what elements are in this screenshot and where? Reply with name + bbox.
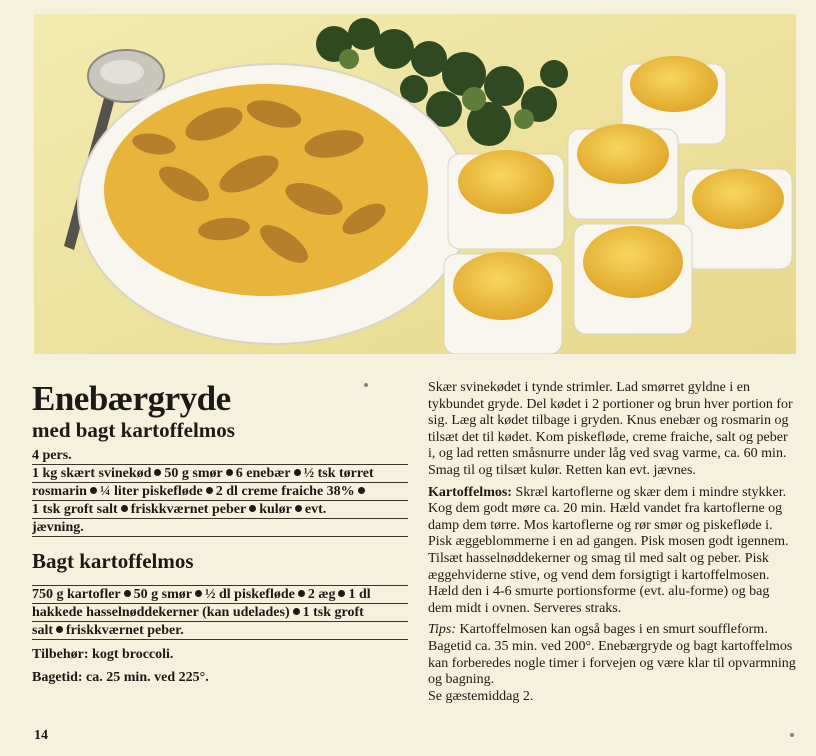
page-number: 14 bbox=[34, 728, 48, 743]
recipe-photo bbox=[34, 14, 796, 354]
food-illustration bbox=[34, 14, 796, 354]
mash-ingredients bbox=[32, 585, 408, 640]
mash-title: Bagt kartoffelmos bbox=[32, 549, 194, 573]
see-reference: Se gæstemiddag 2. bbox=[428, 688, 534, 704]
bullet-icon bbox=[293, 608, 300, 615]
bullet-icon bbox=[226, 469, 233, 476]
baking-time: Bagetid: ca. 25 min. ved 225°. bbox=[32, 670, 209, 685]
bullet-icon bbox=[358, 487, 365, 494]
ingredient-line: jævning. bbox=[32, 519, 408, 537]
ingredient-line: salt friskkværnet peber. bbox=[32, 622, 408, 640]
ingredient-line: hakkede hasselnøddekerner (kan udelades) 1 tsk groft bbox=[32, 604, 408, 622]
bullet-icon bbox=[90, 487, 97, 494]
bullet-icon bbox=[56, 626, 63, 633]
ingredient-line: 750 g kartofler 50 g smør ½ dl piskefløde 2 æg 1 dl bbox=[32, 586, 408, 604]
method-column bbox=[428, 380, 796, 705]
print-mark bbox=[790, 733, 794, 737]
bullet-icon bbox=[294, 469, 301, 476]
bullet-icon bbox=[124, 590, 131, 597]
method-paragraph-mash: Kartoffelmos: Skræl kartoflerne og skær dem i mindre stykker. Kog dem godt møre ca. 20 min. Hæld vandet fra kartoflerne og damp dem tørre. Mos kartoflerne og rør smør og piskefløde i. Pisk æggeblommerne i en ad gangen. Pisk mosen godt igennem. Tilsæt hasselnøddekerner og smag til med salt og peber. Pisk æggehviderne stive, og vend dem forsigtigt i kartoffelmosen. Hæld den i 4-6 smurte portionsforme (evt. alu-forme) og bag dem midt i ovnen. Serveres straks. bbox=[428, 484, 789, 616]
bullet-icon bbox=[295, 505, 302, 512]
bullet-icon bbox=[121, 505, 128, 512]
method-paragraph-tips: Tips: Kartoffelmosen kan også bages i en smurt souffleform. Bagetid ca. 35 min. ved 200°. Enebærgryde og bagt kartoffelmos kan forberedes nogle timer i forvejen og være klar til opvarmning og bagning. Se gæstemiddag 2. bbox=[428, 622, 796, 704]
mash-label: Kartoffelmos: bbox=[428, 484, 512, 500]
print-mark bbox=[364, 383, 368, 387]
tips-label: Tips: bbox=[428, 622, 457, 638]
servings: 4 pers. bbox=[32, 448, 72, 463]
ingredient-line: rosmarin ¼ liter piskefløde 2 dl creme fraiche 38% bbox=[32, 483, 408, 501]
bullet-icon bbox=[249, 505, 256, 512]
bullet-icon bbox=[338, 590, 345, 597]
stew-ingredients bbox=[32, 464, 408, 537]
recipe-title: Enebærgryde bbox=[32, 379, 231, 418]
accessories: Tilbehør: kogt broccoli. bbox=[32, 647, 174, 662]
bullet-icon bbox=[195, 590, 202, 597]
recipe-ingredients-column bbox=[32, 380, 408, 686]
bullet-icon bbox=[298, 590, 305, 597]
ingredient-line: 1 kg skært svinekød 50 g smør 6 enebær ½ tsk tørret bbox=[32, 465, 408, 483]
bullet-icon bbox=[154, 469, 161, 476]
recipe-subtitle: med bagt kartoffelmos bbox=[32, 418, 235, 442]
ingredient-line: 1 tsk groft salt friskkværnet peber kulør evt. bbox=[32, 501, 408, 519]
bullet-icon bbox=[206, 487, 213, 494]
method-paragraph-stew: Skær svinekødet i tynde strimler. Lad smørret gyldne i en tykbundet gryde. Del kødet i 2 portioner og brun hver portion for sig. Læg alt kødet tilbage i gryden. Knus enebær og rosmarin og tilsæt det til kødet. Kom piskefløde, creme fraiche, salt og peber i, og lad retten småsnurre under låg ved svag varme, ca. 60 min. Smag til og tilsæt kulør. Retten kan evt. jævnes. bbox=[428, 380, 793, 478]
